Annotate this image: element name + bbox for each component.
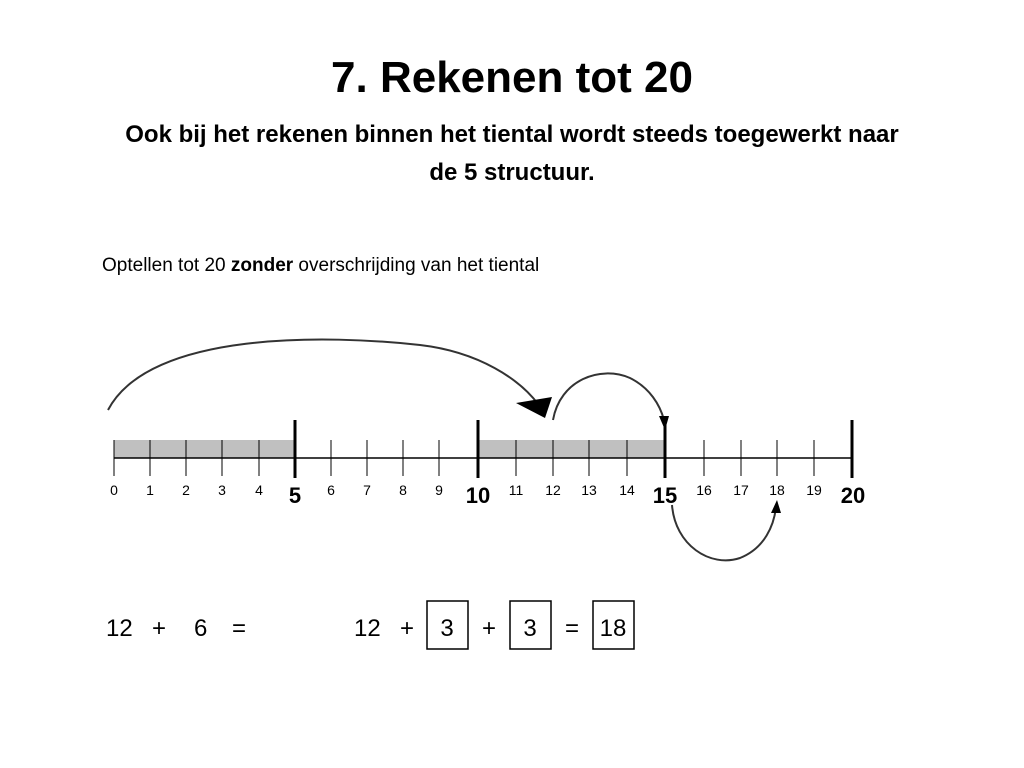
tick-label: 18: [769, 482, 785, 498]
tick-label-major: 20: [840, 483, 866, 508]
tick-label-major: 5: [288, 483, 302, 508]
section-label-start: Optellen tot 20: [102, 255, 231, 276]
slide-subtitle: Ook bij het rekenen binnen het tiental wordt steeds toegewerkt naar de 5 structuur.: [125, 121, 899, 186]
eq-op1: +: [400, 615, 415, 642]
tick-label: 6: [327, 482, 335, 498]
tick-label: 9: [435, 482, 443, 498]
jump-arc-0-to-12: [108, 340, 538, 410]
eq-left-6: 6: [194, 615, 208, 642]
tick-label: 19: [806, 482, 822, 498]
eq-left-equals: =: [232, 615, 247, 642]
section-label-bold: zonder: [230, 255, 294, 276]
tick-label: 17: [733, 482, 749, 498]
tick-label-major: 15: [652, 483, 678, 508]
arrowhead-to-18: [771, 500, 781, 513]
tick-label: 8: [399, 482, 407, 498]
tick-label: 12: [545, 482, 561, 498]
shaded-bar-10-15: [478, 440, 665, 458]
jump-arc-12-to-15: [553, 373, 664, 420]
section-label-end: overschrijding van het tiental: [293, 255, 540, 276]
equation: [106, 601, 634, 649]
answer-box-2-value: 3: [523, 615, 537, 642]
number-line-labels: [110, 482, 865, 508]
eq-left-12: 12: [106, 615, 133, 642]
eq-right-12: 12: [354, 615, 381, 642]
tick-label: 4: [255, 482, 263, 498]
tick-label: 1: [146, 482, 154, 498]
tick-label: 2: [182, 482, 190, 498]
shaded-bars: [114, 440, 665, 458]
tick-label-major: 10: [465, 483, 491, 508]
tick-label: 13: [581, 482, 597, 498]
eq-equals: =: [565, 615, 580, 642]
tick-label: 11: [508, 482, 524, 498]
eq-op2: +: [482, 615, 497, 642]
tick-label: 14: [619, 482, 635, 498]
answer-box-1-value: 3: [440, 615, 454, 642]
answer-box-result-value: 18: [599, 615, 627, 642]
tick-label: 3: [218, 482, 226, 498]
tick-label: 7: [363, 482, 371, 498]
jump-arc-15-to-18: [672, 505, 776, 560]
tick-label: 0: [110, 482, 118, 498]
arrowhead-big: [516, 397, 552, 418]
eq-left-plus: +: [152, 615, 167, 642]
tick-label: 16: [696, 482, 712, 498]
shaded-bar-0-5: [114, 440, 295, 458]
slide-title: 7. Rekenen tot 20: [331, 53, 693, 102]
